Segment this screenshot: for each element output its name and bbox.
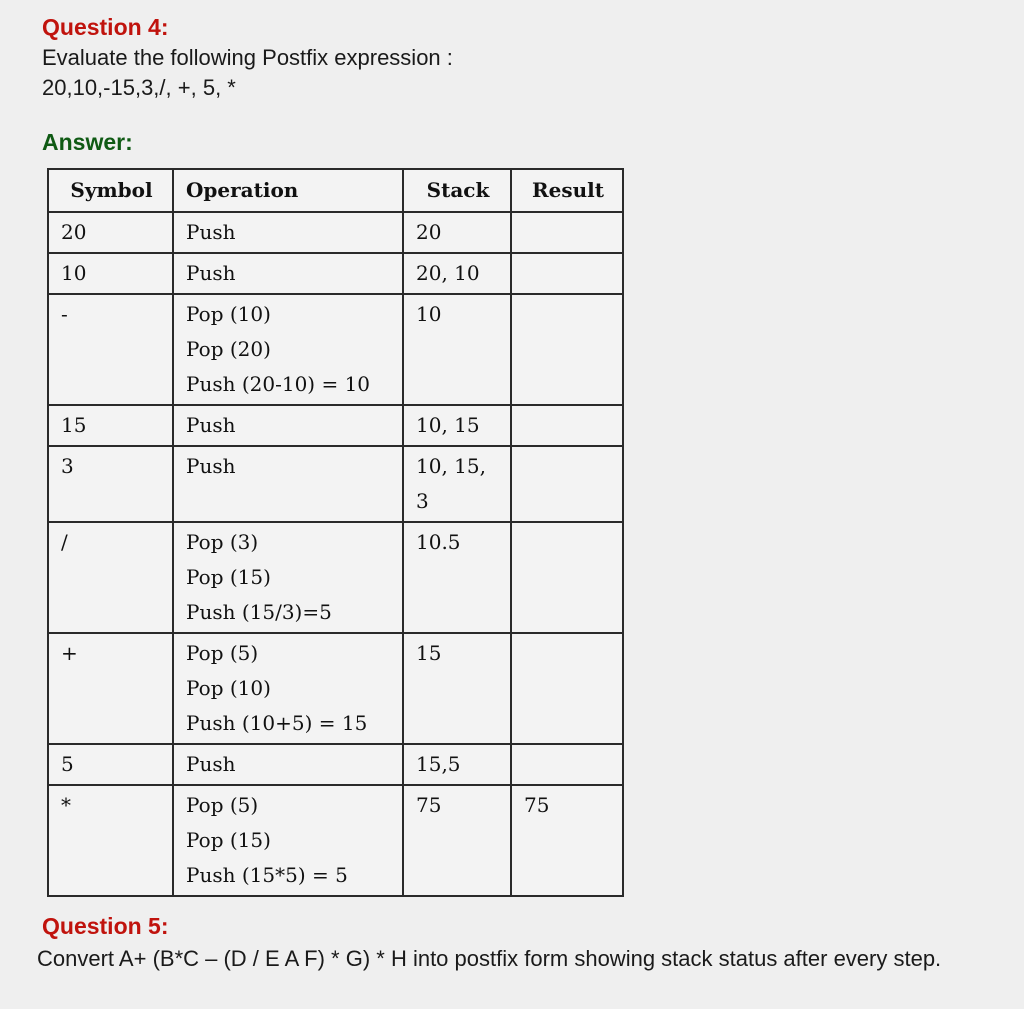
table-row: [48, 212, 623, 253]
operation-step: Push: [186, 752, 236, 776]
operation-step: Pop (15): [186, 828, 271, 852]
cell-result: [511, 633, 623, 744]
operation-step: Push (20-10) = 10: [186, 372, 371, 396]
cell-symbol: 3: [48, 446, 173, 522]
cell-symbol: *: [48, 785, 173, 896]
operation-step: Pop (10): [186, 676, 271, 700]
question-4-title: Question 4:: [42, 14, 169, 40]
table-row: [48, 522, 623, 633]
question-4-prompt: Evaluate the following Postfix expression :: [42, 45, 453, 70]
operation-step: Pop (20): [186, 337, 271, 361]
cell-stack: 20, 10: [403, 253, 511, 294]
cell-symbol: 20: [48, 212, 173, 253]
question-4-expression: 20,10,-15,3,/, +, 5, *: [42, 75, 236, 100]
cell-operation: [173, 212, 403, 253]
operation-step: Push (15/3)=5: [186, 600, 332, 624]
cell-symbol: +: [48, 633, 173, 744]
operation-step: Pop (10): [186, 302, 271, 326]
question-5-prompt: Convert A+ (B*C – (D / E A F) * G) * H into postfix form showing stack status after every step.: [37, 946, 942, 971]
cell-result: [511, 294, 623, 405]
question-5-title: Question 5:: [42, 913, 169, 939]
operation-step: Pop (3): [186, 530, 259, 554]
cell-stack: 75: [403, 785, 511, 896]
table-row: [48, 633, 623, 744]
cell-operation: [173, 785, 403, 896]
table-row: [48, 294, 623, 405]
cell-stack: 10: [403, 294, 511, 405]
operation-step: Push: [186, 220, 236, 244]
cell-symbol: 10: [48, 253, 173, 294]
table-row: [48, 785, 623, 896]
header-stack: Stack: [403, 169, 511, 212]
cell-symbol: -: [48, 294, 173, 405]
cell-operation: [173, 522, 403, 633]
cell-stack: 15,5: [403, 744, 511, 785]
cell-operation: [173, 294, 403, 405]
header-symbol: Symbol: [48, 169, 173, 212]
cell-stack: 10, 15: [403, 405, 511, 446]
cell-result: [511, 212, 623, 253]
cell-operation: [173, 744, 403, 785]
operation-step: Pop (15): [186, 565, 271, 589]
table-header-row: [48, 169, 623, 212]
table-row: [48, 253, 623, 294]
answer-label: Answer:: [42, 129, 133, 155]
operation-step: Push: [186, 454, 236, 478]
cell-symbol: /: [48, 522, 173, 633]
cell-operation: [173, 446, 403, 522]
cell-symbol: 15: [48, 405, 173, 446]
table-row: [48, 446, 623, 522]
operation-step: Push: [186, 413, 236, 437]
header-operation: Operation: [173, 169, 403, 212]
cell-result: [511, 253, 623, 294]
postfix-evaluation-table: [47, 168, 624, 897]
cell-stack: 10, 15, 3: [403, 446, 511, 522]
cell-stack: 15: [403, 633, 511, 744]
cell-result: [511, 522, 623, 633]
operation-step: Push (10+5) = 15: [186, 711, 368, 735]
operation-step: Push: [186, 261, 236, 285]
operation-step: Push (15*5) = 5: [186, 863, 348, 887]
cell-operation: [173, 253, 403, 294]
operation-step: Pop (5): [186, 641, 259, 665]
cell-operation: [173, 633, 403, 744]
cell-result: 75: [511, 785, 623, 896]
cell-operation: [173, 405, 403, 446]
table-row: [48, 744, 623, 785]
cell-stack: 10.5: [403, 522, 511, 633]
header-result: Result: [511, 169, 623, 212]
operation-step: Pop (5): [186, 793, 259, 817]
cell-result: [511, 446, 623, 522]
cell-symbol: 5: [48, 744, 173, 785]
cell-result: [511, 405, 623, 446]
table-row: [48, 405, 623, 446]
cell-result: [511, 744, 623, 785]
cell-stack: 20: [403, 212, 511, 253]
